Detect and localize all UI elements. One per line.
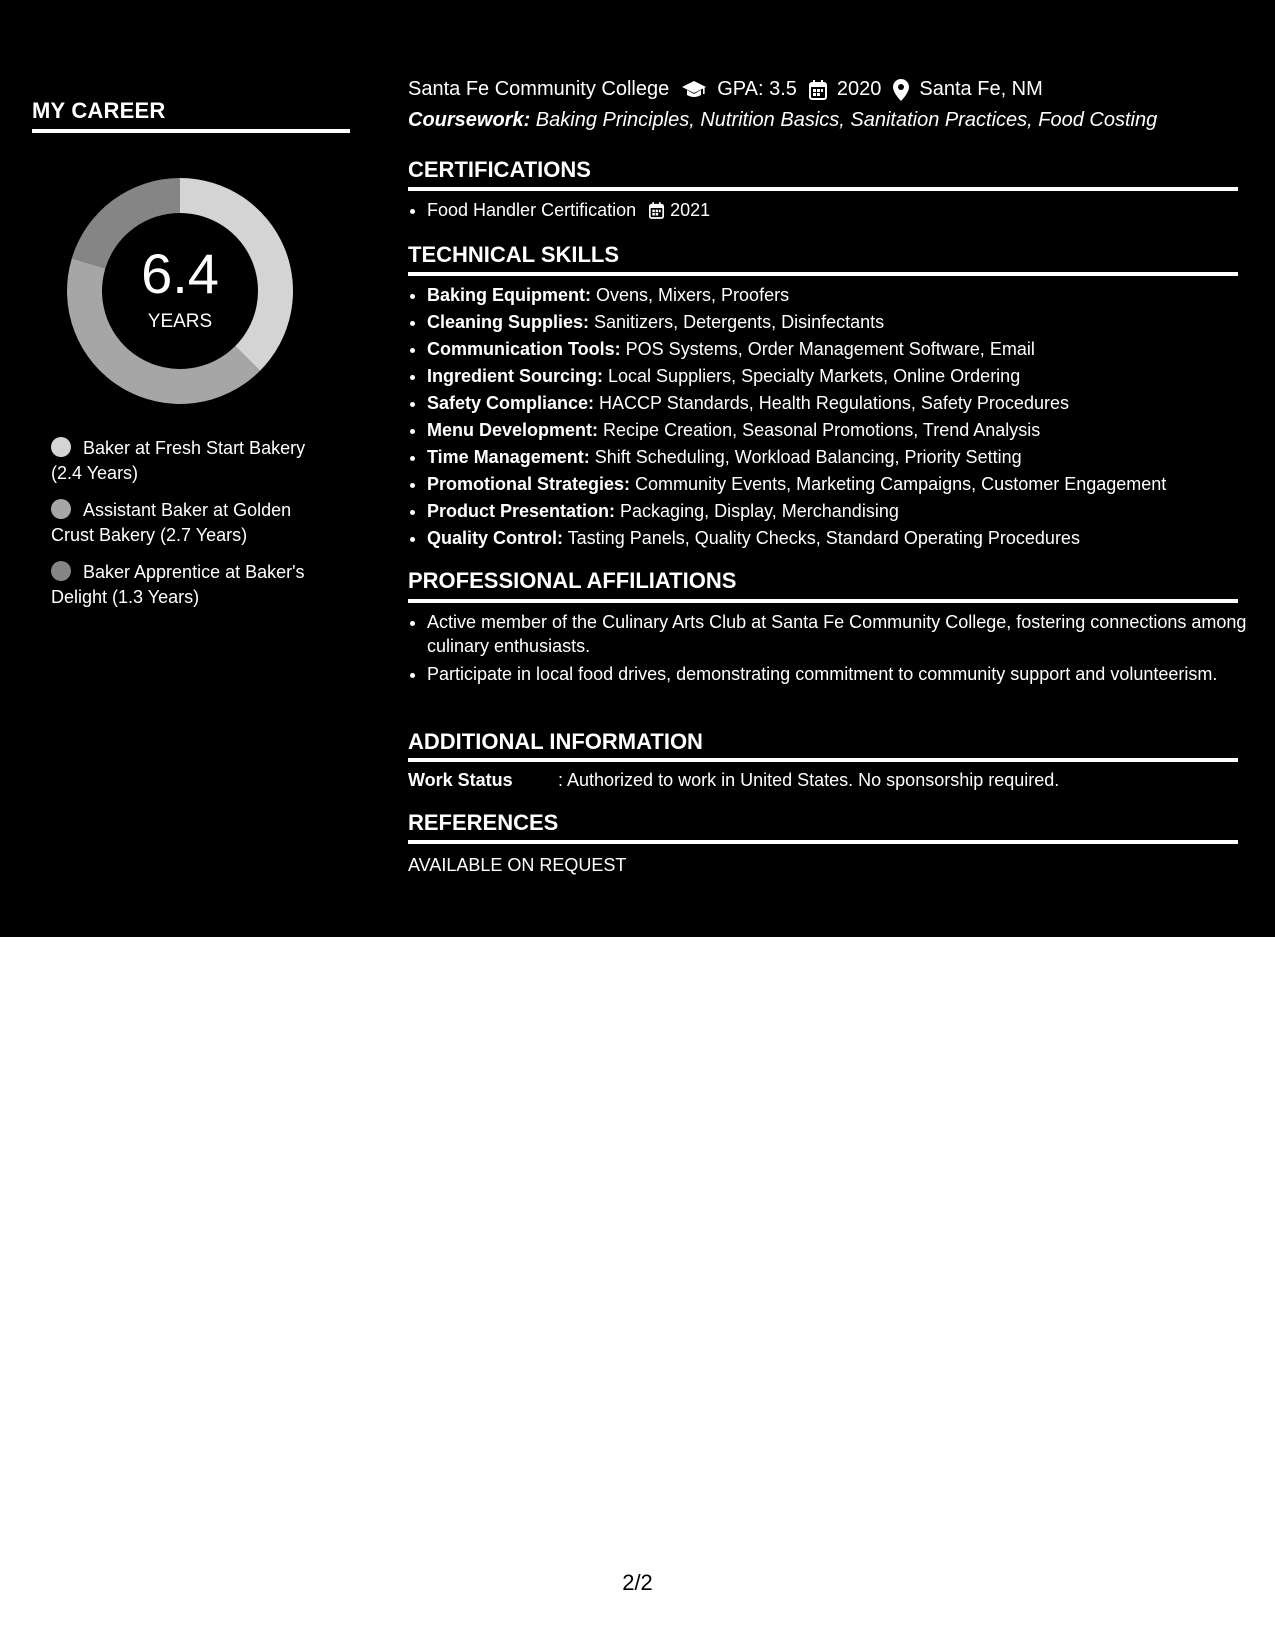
affiliations-rule (408, 599, 1238, 603)
skills-heading: TECHNICAL SKILLS (408, 242, 620, 267)
skill-value: Packaging, Display, Merchandising (615, 501, 899, 521)
skill-item (427, 309, 1257, 336)
skill-label: Baking Equipment: (427, 285, 592, 305)
graduation-year: 2020 (836, 78, 882, 100)
calendar-icon (809, 80, 827, 100)
certification-year: 2021 (670, 200, 711, 220)
coursework (408, 109, 1157, 132)
skill-value: Community Events, Marketing Campaigns, Customer Engagement (630, 474, 1167, 494)
skill-item (427, 282, 1257, 309)
certifications-list (408, 197, 1257, 224)
sidebar (0, 0, 381, 937)
location-pin-icon (893, 79, 909, 101)
skill-label: Communication Tools: (427, 339, 621, 359)
skill-value: Recipe Creation, Seasonal Promotions, Trend Analysis (598, 420, 1041, 440)
career-total-unit: YEARS (147, 311, 213, 332)
skill-label: Quality Control: (427, 528, 563, 548)
affiliation-item: • Participate in local food drives, demonstrating commitment to community support and volunteerism. (427, 662, 1257, 686)
work-status-value: : Authorized to work in United States. No sponsorship required. (558, 770, 1060, 790)
calendar-icon (649, 202, 664, 219)
skill-value: Sanitizers, Detergents, Disinfectants (589, 312, 885, 332)
certification-item (427, 197, 1257, 224)
career-legend-label: Baker Apprentice at Baker's Delight (1.3 Years) (51, 562, 305, 607)
skill-value: Tasting Panels, Quality Checks, Standard Operating Procedures (563, 528, 1080, 548)
skill-item (427, 390, 1257, 417)
skill-item (427, 417, 1257, 444)
education-line (408, 78, 1043, 101)
school-name: Santa Fe Community College (408, 78, 670, 100)
references-heading: REFERENCES (408, 810, 559, 835)
affiliations-heading: PROFESSIONAL AFFILIATIONS (408, 568, 737, 593)
skill-label: Promotional Strategies: (427, 474, 631, 494)
career-legend-label: Baker at Fresh Start Bakery (2.4 Years) (51, 438, 306, 483)
gpa: GPA: 3.5 (717, 78, 797, 100)
career-legend-label: Assistant Baker at Golden Crust Bakery (2.7 Years) (51, 500, 292, 545)
skills-list (408, 282, 1257, 552)
certifications-heading: CERTIFICATIONS (408, 157, 591, 182)
career-legend-item (51, 560, 321, 610)
additional-info-rule (408, 758, 1238, 762)
skill-value: Shift Scheduling, Workload Balancing, Priority Setting (589, 447, 1022, 467)
legend-dot (51, 437, 71, 457)
skill-label: Ingredient Sourcing: (427, 366, 604, 386)
legend-dot (51, 499, 71, 519)
legend-dot (51, 561, 71, 581)
career-legend-item (51, 436, 321, 486)
references-text: AVAILABLE ON REQUEST (408, 855, 627, 875)
references-rule (408, 840, 1238, 844)
work-status-label: Work Status (408, 770, 513, 790)
skill-label: Product Presentation: (427, 501, 616, 521)
certifications-rule (408, 187, 1238, 191)
skills-rule (408, 272, 1238, 276)
skill-item (427, 336, 1257, 363)
skill-value: HACCP Standards, Health Regulations, Safety Procedures (594, 393, 1069, 413)
certification-name: • Food Handler Certification (427, 200, 637, 220)
skill-label: Menu Development: (427, 420, 599, 440)
skill-item (427, 471, 1257, 498)
graduation-cap-icon (681, 80, 707, 100)
additional-info-heading: ADDITIONAL INFORMATION (408, 729, 703, 754)
career-heading-rule (32, 129, 350, 133)
career-total-value: 6.4 (141, 242, 219, 305)
coursework-list: Baking Principles, Nutrition Basics, Sanitation Practices, Food Costing (530, 109, 1158, 131)
skill-value: POS Systems, Order Management Software, Email (620, 339, 1035, 359)
skill-item (427, 363, 1257, 390)
skill-item (427, 498, 1257, 525)
page-number: 2/2 (622, 1570, 653, 1595)
skill-value: Local Suppliers, Specialty Markets, Online Ordering (603, 366, 1021, 386)
work-status-row (408, 770, 1059, 791)
skill-item (427, 444, 1257, 471)
skill-label: Safety Compliance: (427, 393, 595, 413)
career-heading: MY CAREER (32, 98, 166, 123)
skill-item (427, 525, 1257, 552)
school-location: Santa Fe, NM (919, 78, 1043, 100)
affiliations-list (408, 610, 1257, 690)
career-legend (51, 436, 321, 622)
career-legend-item (51, 498, 321, 548)
affiliation-item: • Active member of the Culinary Arts Club at Santa Fe Community College, fostering connections among culinary enthusiasts. (427, 610, 1257, 658)
skill-label: Time Management: (427, 447, 590, 467)
skill-value: Ovens, Mixers, Proofers (591, 285, 790, 305)
skill-label: Cleaning Supplies: (427, 312, 590, 332)
coursework-label: Coursework: (408, 109, 531, 131)
